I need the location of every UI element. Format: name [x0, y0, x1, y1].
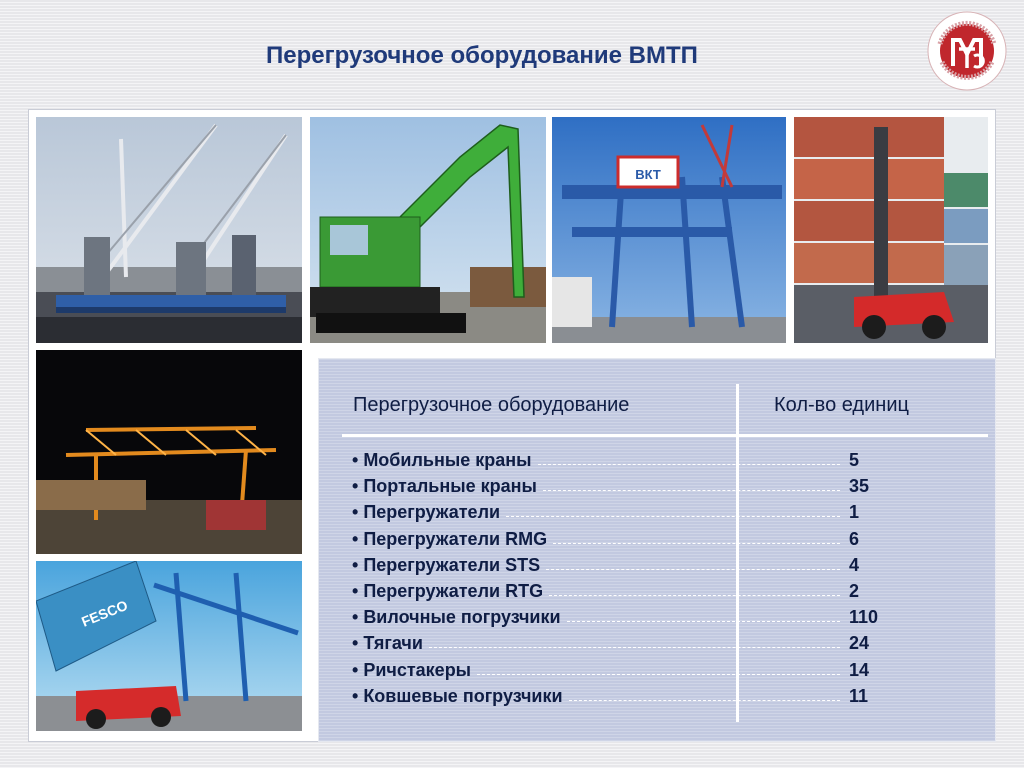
- table-row: [352, 578, 912, 604]
- equipment-name: • Ричстакеры: [352, 657, 471, 683]
- photo-reachstacker: [36, 561, 302, 731]
- dotted-leader: [538, 464, 840, 465]
- dotted-leader: [543, 490, 840, 491]
- equipment-name: • Перегружатели RTG: [352, 578, 543, 604]
- table-row: [352, 447, 912, 473]
- equipment-count: 2: [849, 580, 860, 601]
- vkt-sign: ВКТ: [635, 167, 661, 182]
- table-row: [352, 630, 912, 656]
- crane-photo-icon: [36, 117, 302, 343]
- table-row: [352, 526, 912, 552]
- equipment-name: • Перегружатели STS: [352, 552, 540, 578]
- equipment-count: 14: [849, 659, 870, 680]
- equipment-count: 110: [849, 607, 879, 628]
- dotted-leader: [477, 674, 840, 675]
- column-header-count: Кол-во единиц: [774, 394, 909, 416]
- table-row: [352, 657, 912, 683]
- header-divider: [342, 434, 988, 437]
- table-row: [352, 552, 912, 578]
- container-photo-icon: [36, 561, 302, 731]
- equipment-count: 1: [849, 502, 860, 523]
- column-header-equipment: Перегрузочное оборудование: [353, 394, 630, 416]
- photo-green-handler: [310, 117, 546, 343]
- photo-mobile-cranes: [36, 117, 302, 343]
- equipment-count: 5: [849, 450, 860, 470]
- dotted-leader: [567, 621, 840, 622]
- photo-night-gantry: [36, 350, 302, 554]
- dotted-leader: [429, 647, 840, 648]
- slide-title: Перегрузочное оборудование ВМТП: [266, 42, 698, 69]
- equipment-count: 4: [849, 554, 860, 575]
- equipment-name: • Мобильные краны: [352, 447, 532, 473]
- table-row: [352, 499, 912, 525]
- dotted-leader: [546, 569, 840, 570]
- equipment-name: • Вилочные погрузчики: [352, 604, 561, 630]
- photo-container-stack: [794, 117, 988, 343]
- reachstacker-photo-icon: [794, 117, 988, 343]
- equipment-name: • Перегружатели: [352, 499, 500, 525]
- dotted-leader: [569, 700, 840, 701]
- table-row: [352, 473, 912, 499]
- photo-sts-gantry: [552, 117, 786, 343]
- night-crane-photo-icon: [36, 350, 302, 554]
- equipment-count: 11: [849, 685, 869, 706]
- table-row: [352, 683, 912, 709]
- equipment-list: [352, 447, 912, 709]
- equipment-name: • Ковшевые погрузчики: [352, 683, 563, 709]
- equipment-count: 35: [849, 476, 870, 497]
- gantry-photo-icon: [552, 117, 786, 343]
- equipment-name: • Портальные краны: [352, 473, 537, 499]
- equipment-name: • Перегружатели RMG: [352, 526, 547, 552]
- port-logo: [926, 10, 1008, 92]
- equipment-name: • Тягачи: [352, 630, 423, 656]
- table-row: [352, 604, 912, 630]
- port-logo-icon: [926, 10, 1008, 92]
- excavator-photo-icon: [310, 117, 546, 343]
- dotted-leader: [506, 516, 840, 517]
- equipment-count: 6: [849, 528, 860, 549]
- dotted-leader: [549, 595, 840, 596]
- dotted-leader: [553, 543, 840, 544]
- equipment-count: 24: [849, 633, 870, 654]
- fesco-sign: FESCO: [79, 596, 130, 630]
